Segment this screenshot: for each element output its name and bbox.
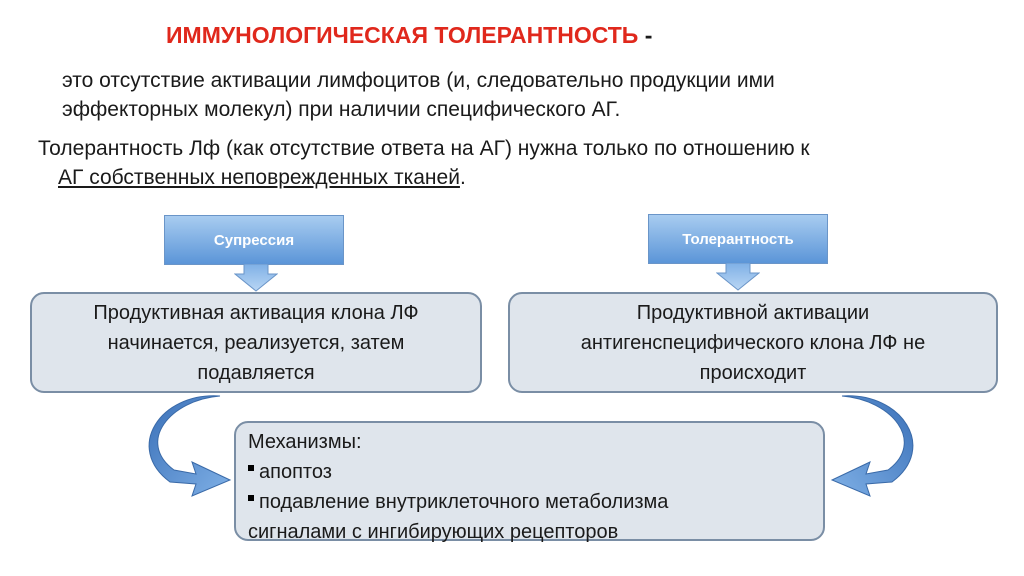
suppression-box-line-3: подавляется — [197, 361, 315, 384]
tolerance-box-line-1: Продуктивной активации — [636, 301, 870, 324]
definition-line-2: эффекторных молекул) при наличии специфического АГ. — [62, 98, 621, 121]
tolerance-box — [508, 292, 998, 393]
mechanism-item-1 — [248, 457, 811, 487]
tolerance-callout — [648, 214, 828, 264]
slide-title — [166, 22, 652, 49]
suppression-down-arrow-icon — [234, 264, 278, 292]
suppression-label: Супрессия — [213, 231, 295, 249]
tolerance-box-line-2: антигенспецифического клона ЛФ не — [580, 331, 926, 354]
tolerance-down-arrow-icon — [716, 263, 760, 291]
mechanisms-box — [234, 421, 825, 541]
tolerance-box-line-3: происходит — [699, 361, 807, 384]
tolerance-note-line-1: Толерантность Лф (как отсутствие ответа на АГ) нужна только по отношению к — [38, 137, 810, 160]
mechanism-item-2-text: подавление внутриклеточного метаболизма — [259, 491, 669, 513]
bullet-icon — [248, 495, 254, 501]
left-curved-arrow-icon — [140, 392, 240, 502]
suppression-box — [30, 292, 482, 393]
tolerance-note — [38, 134, 988, 192]
definition-line-1: это отсутствие активации лимфоцитов (и, следовательно продукции ими — [62, 69, 775, 92]
definition-text — [62, 66, 962, 124]
tolerance-note-underlined: АГ собственных неповрежденных тканей — [58, 166, 460, 189]
tolerance-label: Толерантность — [682, 230, 794, 248]
right-curved-arrow-icon — [822, 392, 922, 502]
suppression-callout — [164, 215, 344, 265]
bullet-icon — [248, 465, 254, 471]
mechanism-item-2 — [248, 487, 811, 517]
title-text: ИММУНОЛОГИЧЕСКАЯ ТОЛЕРАНТНОСТЬ — [166, 22, 639, 48]
tolerance-note-end: . — [459, 166, 466, 189]
suppression-box-line-2: начинается, реализуется, затем — [107, 331, 405, 354]
title-dash: - — [644, 22, 653, 48]
mechanism-item-1-text: апоптоз — [259, 461, 332, 483]
suppression-box-line-1: Продуктивная активация клона ЛФ — [93, 301, 419, 324]
tolerance-note-line-2 — [38, 163, 988, 192]
mechanism-item-2-continuation: сигналами с ингибирующих рецепторов — [248, 521, 619, 543]
mechanisms-heading: Механизмы: — [248, 431, 362, 453]
